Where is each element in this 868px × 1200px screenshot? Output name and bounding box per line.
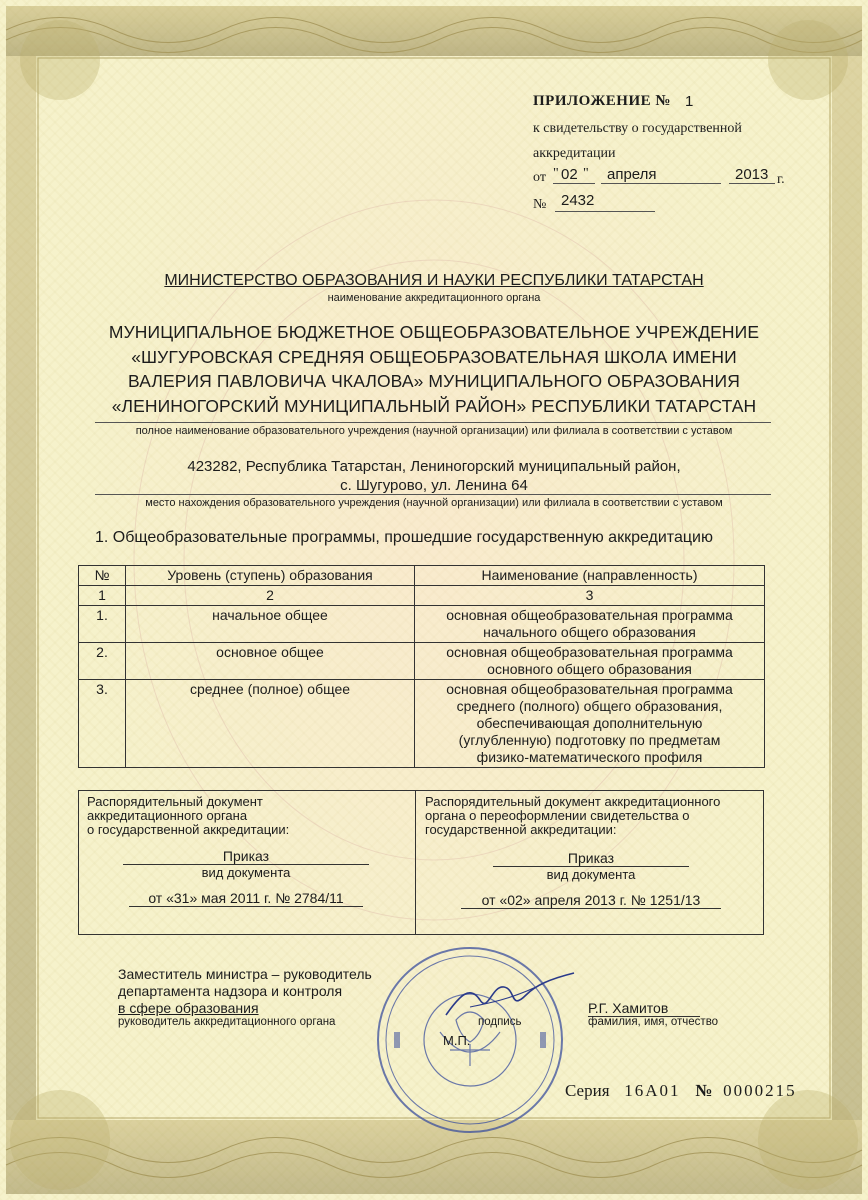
section-title: 1. Общеобразовательные программы, прошедшие государственную аккредитацию xyxy=(95,529,713,546)
row-level: среднее (полное) общее xyxy=(126,680,415,768)
form-series xyxy=(565,1081,797,1101)
orders-divider xyxy=(415,791,416,934)
table-row xyxy=(79,606,765,643)
order-left-type-caption: вид документа xyxy=(201,865,291,880)
cert-number: 2432 xyxy=(561,192,595,209)
school-name-line: «ЛЕНИНОГОРСКИЙ МУНИЦИПАЛЬНЫЙ РАЙОН» РЕСПУБЛИКИ ТАТАРСТАН xyxy=(111,395,757,416)
address-line: 423282, Республика Татарстан, Лениногорский муниципальный район, xyxy=(187,458,681,475)
school-name-rule xyxy=(95,422,771,423)
series-value: 16А01 xyxy=(624,1081,681,1100)
open-quote: " xyxy=(553,166,559,181)
ministry-name: МИНИСТЕРСТВО ОБРАЗОВАНИЯ И НАУКИ РЕСПУБЛИКИ ТАТАРСТАН xyxy=(164,272,704,289)
program-line: обеспечивающая дополнительную xyxy=(476,715,703,731)
stamp-label: М.П. xyxy=(443,1033,471,1048)
row-number: 2. xyxy=(79,643,126,680)
date-prefix: от xyxy=(533,170,546,185)
row-number: 3. xyxy=(79,680,126,768)
date-year: 2013 xyxy=(735,166,769,183)
ministry-caption: наименование аккредитационного органа xyxy=(327,292,541,304)
date-day: 02 xyxy=(561,166,578,183)
school-address xyxy=(0,457,868,495)
program-line: основная общеобразовательная программа xyxy=(446,607,733,623)
order-right-type: Приказ xyxy=(493,850,689,867)
heading-line: о государственной аккредитации: xyxy=(87,822,290,837)
series-label: Серия xyxy=(565,1081,610,1100)
header-level: Уровень (ступень) образования xyxy=(126,566,415,586)
address-line: с. Шугурово, ул. Ленина 64 xyxy=(340,477,528,494)
signatory-name: Р.Г. Хамитов xyxy=(588,1000,700,1017)
appendix-title: ПРИЛОЖЕНИЕ № xyxy=(533,93,671,109)
program-line: основного общего образования xyxy=(487,661,692,677)
heading-line: Распорядительный документ аккредитационного xyxy=(425,794,721,809)
table-header-row xyxy=(79,566,765,586)
appendix-number: 1 xyxy=(685,93,694,110)
appendix-line-2: аккредитации xyxy=(533,146,616,161)
appendix-line-1: к свидетельству о государственной xyxy=(533,121,742,136)
program-line: (углубленную) подготовку по предметам xyxy=(458,732,721,748)
series-no-label: № xyxy=(695,1081,713,1100)
year-underline xyxy=(729,183,775,184)
heading-line: органа о переоформлении свидетельства о xyxy=(425,808,690,823)
address-caption: место нахождения образовательного учреждения (научной организации) или филиала в соответствии с уставом xyxy=(145,497,723,509)
signatory-name-caption: фамилия, имя, отчество xyxy=(588,1016,719,1028)
heading-line: аккредитационного органа xyxy=(87,808,248,823)
row-program xyxy=(415,680,765,768)
index-cell: 3 xyxy=(415,586,765,606)
index-cell: 1 xyxy=(79,586,126,606)
position-line: департамента надзора и контроля xyxy=(118,983,343,999)
programs-table xyxy=(78,565,765,768)
orders-box xyxy=(78,790,764,935)
day-underline xyxy=(553,183,595,184)
signatory-position xyxy=(118,966,372,1017)
appendix-date xyxy=(533,164,793,186)
header-number: № xyxy=(79,566,126,586)
row-number: 1. xyxy=(79,606,126,643)
header-program: Наименование (направленность) xyxy=(415,566,765,586)
order-left-heading xyxy=(87,795,289,837)
program-line: начального общего образования xyxy=(483,624,696,640)
table-row xyxy=(79,680,765,768)
date-month: апреля xyxy=(607,166,657,183)
school-name-caption: полное наименование образовательного учреждения (научной организации) или филиала в соответствии с уставом xyxy=(135,425,733,437)
address-rule xyxy=(95,494,771,495)
position-line: Заместитель министра – руководитель xyxy=(118,966,372,982)
program-line: основная общеобразовательная программа xyxy=(446,681,733,697)
heading-line: Распорядительный документ xyxy=(87,794,263,809)
program-line: физико-математического профиля xyxy=(476,749,703,765)
series-number: 0000215 xyxy=(723,1081,797,1100)
program-line: основная общеобразовательная программа xyxy=(446,644,733,660)
order-right-heading xyxy=(425,795,720,837)
table-index-row xyxy=(79,586,765,606)
signatory-caption: руководитель аккредитационного органа xyxy=(118,1016,336,1028)
position-line: в сфере образования xyxy=(118,1000,259,1016)
school-name-line: «ШУГУРОВСКАЯ СРЕДНЯЯ ОБЩЕОБРАЗОВАТЕЛЬНАЯ ШКОЛА ИМЕНИ xyxy=(131,346,737,367)
order-left-type: Приказ xyxy=(123,848,369,865)
order-right-reference: от «02» апреля 2013 г. № 1251/13 xyxy=(461,892,721,909)
row-level: основное общее xyxy=(126,643,415,680)
school-name-line: МУНИЦИПАЛЬНОЕ БЮДЖЕТНОЕ ОБЩЕОБРАЗОВАТЕЛЬНОЕ УЧРЕЖДЕНИЕ xyxy=(108,322,760,342)
program-line: среднего (полного) общего образования, xyxy=(456,698,723,714)
row-program xyxy=(415,606,765,643)
heading-line: государственной аккредитации: xyxy=(425,822,617,837)
school-name xyxy=(0,320,868,418)
close-quote: " xyxy=(583,166,589,181)
order-right-type-caption: вид документа xyxy=(546,867,636,882)
school-name-line: ВАЛЕРИЯ ПАВЛОВИЧА ЧКАЛОВА» МУНИЦИПАЛЬНОГО ОБРАЗОВАНИЯ xyxy=(128,371,740,391)
table-row xyxy=(79,643,765,680)
cert-number-underline xyxy=(555,211,655,212)
row-program xyxy=(415,643,765,680)
no-label: № xyxy=(533,197,547,212)
month-underline xyxy=(601,183,721,184)
appendix-cert-number xyxy=(533,192,663,214)
signature-caption: подпись xyxy=(478,1016,522,1028)
year-suffix: г. xyxy=(777,172,785,187)
index-cell: 2 xyxy=(126,586,415,606)
order-left-reference: от «31» мая 2011 г. № 2784/11 xyxy=(129,890,363,907)
row-level: начальное общее xyxy=(126,606,415,643)
